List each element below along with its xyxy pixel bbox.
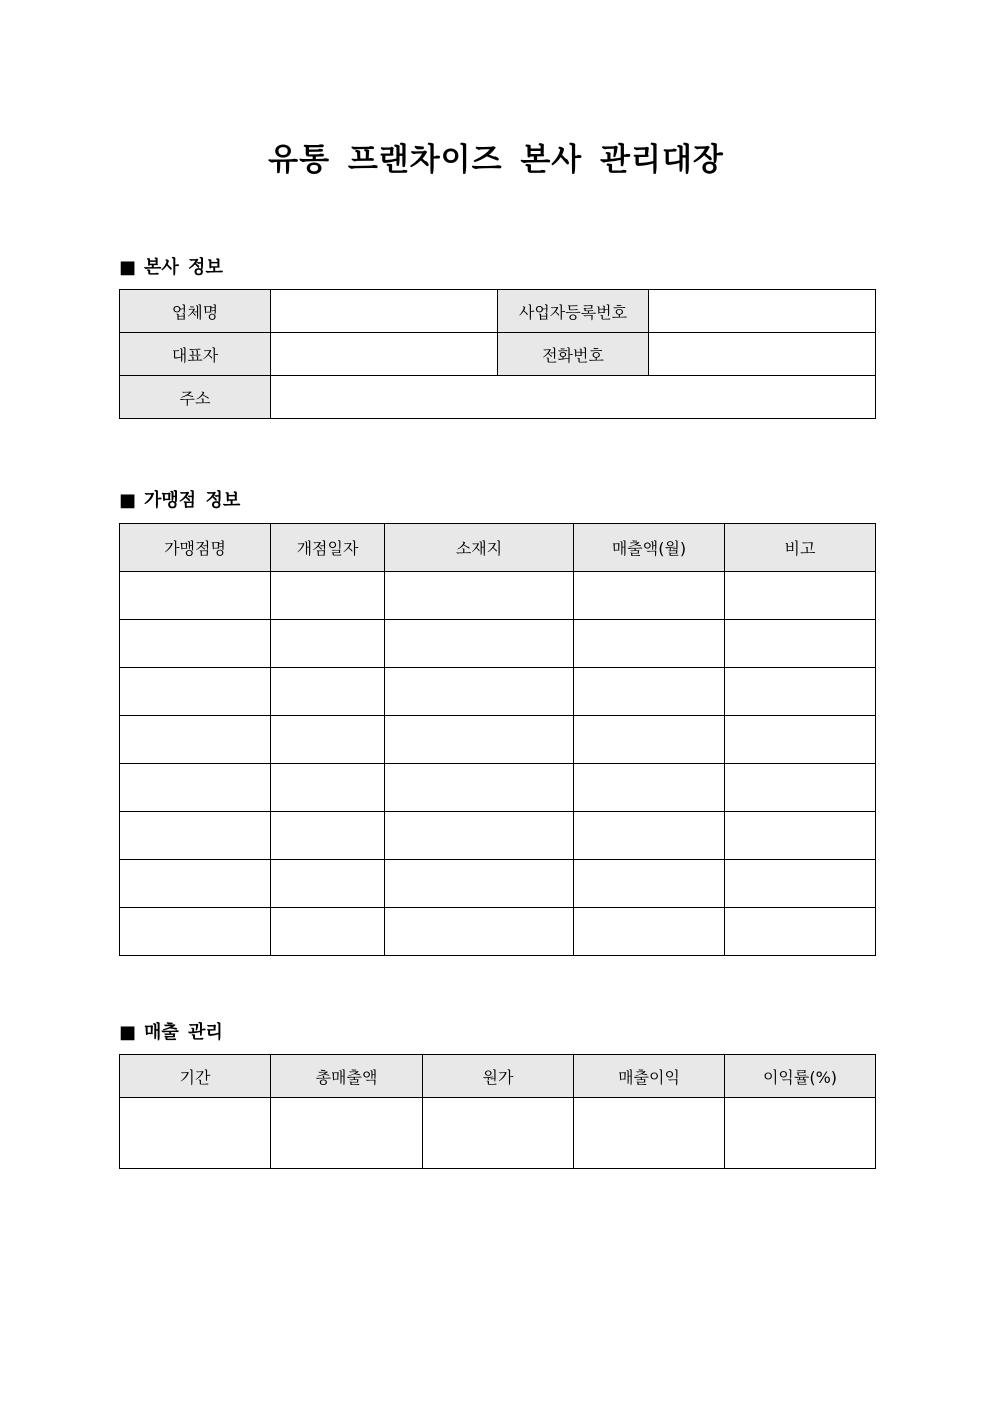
table-header-row bbox=[120, 524, 876, 572]
phone-field[interactable] bbox=[649, 333, 876, 376]
gross-profit-cell[interactable] bbox=[574, 1098, 725, 1169]
table-row bbox=[120, 812, 876, 860]
location-cell[interactable] bbox=[385, 572, 574, 620]
location-cell[interactable] bbox=[385, 620, 574, 668]
table-row bbox=[120, 333, 876, 376]
monthly-sales-cell[interactable] bbox=[574, 860, 725, 908]
phone-label: 전화번호 bbox=[498, 333, 649, 376]
cost-cell[interactable] bbox=[423, 1098, 574, 1169]
opening-date-cell[interactable] bbox=[271, 860, 385, 908]
remarks-cell[interactable] bbox=[725, 764, 876, 812]
remarks-header: 비고 bbox=[725, 524, 876, 572]
square-bullet-icon: ■ bbox=[119, 257, 137, 278]
address-field[interactable] bbox=[271, 376, 876, 419]
opening-date-cell[interactable] bbox=[271, 620, 385, 668]
branch-info-table bbox=[119, 523, 876, 956]
remarks-cell[interactable] bbox=[725, 908, 876, 956]
table-row bbox=[120, 668, 876, 716]
branch-name-cell[interactable] bbox=[120, 860, 271, 908]
branch-name-cell[interactable] bbox=[120, 764, 271, 812]
sales-info-table bbox=[119, 1054, 876, 1169]
branch-name-cell[interactable] bbox=[120, 620, 271, 668]
monthly-sales-cell[interactable] bbox=[574, 668, 725, 716]
location-header: 소재지 bbox=[385, 524, 574, 572]
table-row bbox=[120, 620, 876, 668]
opening-date-cell[interactable] bbox=[271, 572, 385, 620]
table-row bbox=[120, 716, 876, 764]
total-sales-header: 총매출액 bbox=[271, 1055, 423, 1098]
branch-section-title: 가맹점 정보 bbox=[144, 490, 241, 511]
hq-section-title: 본사 정보 bbox=[144, 257, 223, 278]
sales-section-heading bbox=[119, 1018, 223, 1044]
cost-header: 원가 bbox=[423, 1055, 574, 1098]
remarks-cell[interactable] bbox=[725, 572, 876, 620]
monthly-sales-cell[interactable] bbox=[574, 764, 725, 812]
sales-section-title: 매출 관리 bbox=[144, 1022, 223, 1043]
opening-date-cell[interactable] bbox=[271, 716, 385, 764]
square-bullet-icon: ■ bbox=[119, 1022, 137, 1043]
gross-profit-header: 매출이익 bbox=[574, 1055, 725, 1098]
branch-name-cell[interactable] bbox=[120, 908, 271, 956]
remarks-cell[interactable] bbox=[725, 620, 876, 668]
monthly-sales-cell[interactable] bbox=[574, 716, 725, 764]
hq-info-table bbox=[119, 289, 876, 419]
branch-name-cell[interactable] bbox=[120, 812, 271, 860]
company-name-field[interactable] bbox=[271, 290, 498, 333]
monthly-sales-cell[interactable] bbox=[574, 812, 725, 860]
location-cell[interactable] bbox=[385, 812, 574, 860]
monthly-sales-cell[interactable] bbox=[574, 572, 725, 620]
location-cell[interactable] bbox=[385, 716, 574, 764]
table-header-row bbox=[120, 1055, 876, 1098]
opening-date-cell[interactable] bbox=[271, 668, 385, 716]
monthly-sales-cell[interactable] bbox=[574, 620, 725, 668]
opening-date-cell[interactable] bbox=[271, 908, 385, 956]
table-row bbox=[120, 764, 876, 812]
business-reg-no-field[interactable] bbox=[649, 290, 876, 333]
table-row bbox=[120, 290, 876, 333]
page-title: 유통 프랜차이즈 본사 관리대장 bbox=[268, 142, 724, 178]
table-row bbox=[120, 1098, 876, 1169]
branch-name-cell[interactable] bbox=[120, 716, 271, 764]
branch-section-heading bbox=[119, 486, 240, 512]
branch-name-cell[interactable] bbox=[120, 572, 271, 620]
square-bullet-icon: ■ bbox=[119, 490, 137, 511]
opening-date-header: 개점일자 bbox=[271, 524, 385, 572]
monthly-sales-cell[interactable] bbox=[574, 908, 725, 956]
branch-name-cell[interactable] bbox=[120, 668, 271, 716]
representative-field[interactable] bbox=[271, 333, 498, 376]
branch-name-header: 가맹점명 bbox=[120, 524, 271, 572]
period-header: 기간 bbox=[120, 1055, 271, 1098]
location-cell[interactable] bbox=[385, 908, 574, 956]
company-name-label: 업체명 bbox=[120, 290, 271, 333]
monthly-sales-header: 매출액(월) bbox=[574, 524, 725, 572]
period-cell[interactable] bbox=[120, 1098, 271, 1169]
table-row bbox=[120, 572, 876, 620]
opening-date-cell[interactable] bbox=[271, 764, 385, 812]
total-sales-cell[interactable] bbox=[271, 1098, 423, 1169]
hq-section-heading bbox=[119, 253, 223, 279]
address-label: 주소 bbox=[120, 376, 271, 419]
remarks-cell[interactable] bbox=[725, 668, 876, 716]
business-reg-no-label: 사업자등록번호 bbox=[498, 290, 649, 333]
opening-date-cell[interactable] bbox=[271, 812, 385, 860]
profit-rate-cell[interactable] bbox=[725, 1098, 876, 1169]
table-row bbox=[120, 908, 876, 956]
remarks-cell[interactable] bbox=[725, 860, 876, 908]
representative-label: 대표자 bbox=[120, 333, 271, 376]
profit-rate-header: 이익률(%) bbox=[725, 1055, 876, 1098]
location-cell[interactable] bbox=[385, 764, 574, 812]
table-row bbox=[120, 376, 876, 419]
location-cell[interactable] bbox=[385, 668, 574, 716]
location-cell[interactable] bbox=[385, 860, 574, 908]
remarks-cell[interactable] bbox=[725, 812, 876, 860]
remarks-cell[interactable] bbox=[725, 716, 876, 764]
table-row bbox=[120, 860, 876, 908]
